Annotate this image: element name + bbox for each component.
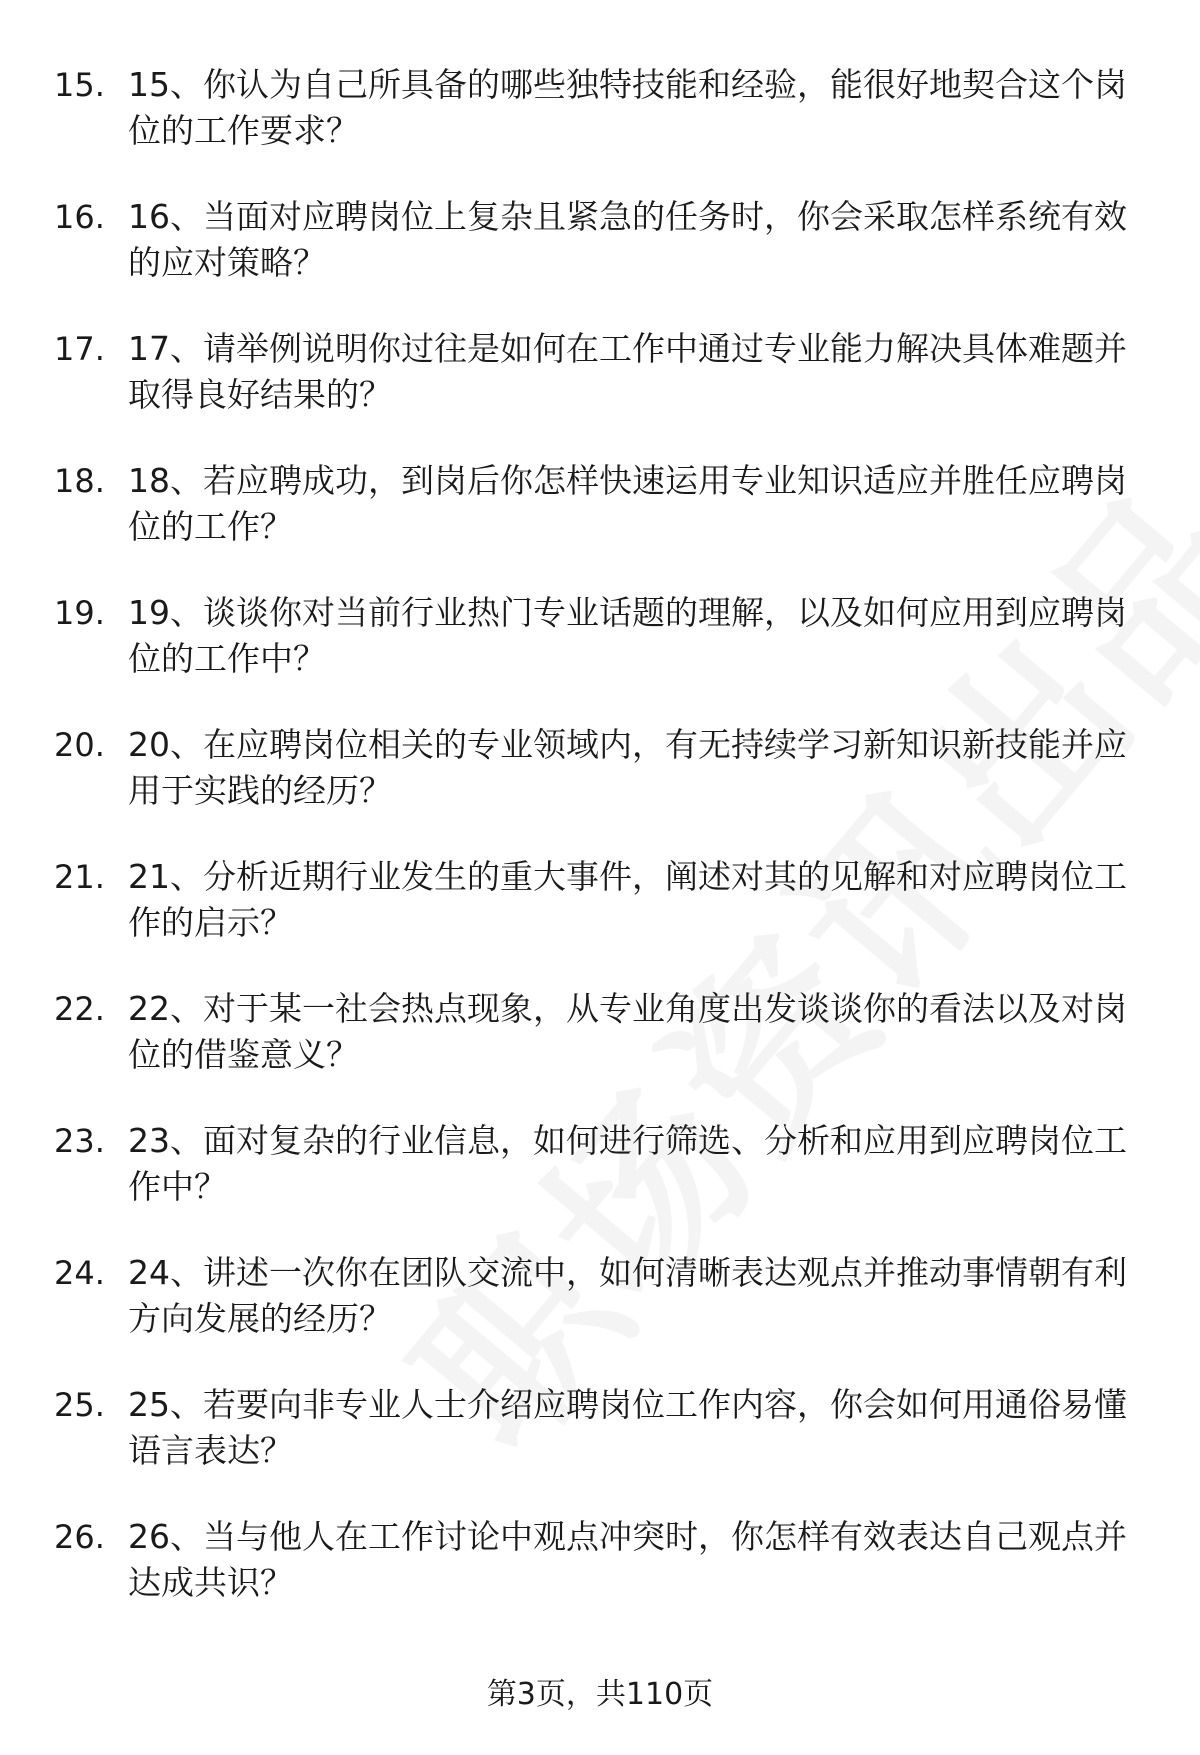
question-number: 15. xyxy=(54,66,105,104)
question-text: 16、当面对应聘岗位上复杂且紧急的任务时，你会采取怎样系统有效的应对策略？ xyxy=(128,197,1127,282)
question-number: 26. xyxy=(54,1518,105,1556)
question-text: 24、讲述一次你在团队交流中，如何清晰表达观点并推动事情朝有利方向发展的经历？ xyxy=(128,1253,1127,1338)
question-text: 15、你认为自己所具备的哪些独特技能和经验，能很好地契合这个岗位的工作要求？ xyxy=(128,65,1127,150)
question-text: 18、若应聘成功，到岗后你怎样快速运用专业知识适应并胜任应聘岗位的工作？ xyxy=(128,461,1127,546)
page-footer xyxy=(0,1675,1200,1715)
question-text: 17、请举例说明你过往是如何在工作中通过专业能力解决具体难题并取得良好结果的？ xyxy=(128,329,1127,414)
question-text: 22、对于某一社会热点现象，从专业角度出发谈谈你的看法以及对岗位的借鉴意义？ xyxy=(128,989,1127,1074)
question-text: 25、若要向非专业人士介绍应聘岗位工作内容，你会如何用通俗易懂语言表达？ xyxy=(128,1385,1127,1470)
question-list xyxy=(0,62,1200,1646)
list-item xyxy=(0,854,1200,986)
list-item xyxy=(0,1250,1200,1382)
question-number: 17. xyxy=(54,330,105,368)
list-item xyxy=(0,326,1200,458)
question-number: 22. xyxy=(54,990,105,1028)
question-number: 24. xyxy=(54,1254,105,1292)
question-number: 20. xyxy=(54,726,105,764)
question-number: 21. xyxy=(54,858,105,896)
list-item xyxy=(0,722,1200,854)
question-number: 23. xyxy=(54,1122,105,1160)
list-item xyxy=(0,194,1200,326)
list-item xyxy=(0,1514,1200,1646)
list-item xyxy=(0,1118,1200,1250)
question-text: 20、在应聘岗位相关的专业领域内，有无持续学习新知识新技能并应用于实践的经历？ xyxy=(128,725,1127,810)
list-item xyxy=(0,986,1200,1118)
question-text: 26、当与他人在工作讨论中观点冲突时，你怎样有效表达自己观点并达成共识？ xyxy=(128,1517,1127,1602)
question-number: 25. xyxy=(54,1386,105,1424)
list-item xyxy=(0,590,1200,722)
question-number: 19. xyxy=(54,594,105,632)
question-number: 16. xyxy=(54,198,105,236)
question-text: 19、谈谈你对当前行业热门专业话题的理解，以及如何应用到应聘岗位的工作中？ xyxy=(128,593,1127,678)
page-number-label: 第3页，共110页 xyxy=(486,1677,714,1712)
list-item xyxy=(0,1382,1200,1514)
question-number: 18. xyxy=(54,462,105,500)
list-item xyxy=(0,458,1200,590)
question-text: 21、分析近期行业发生的重大事件，阐述对其的见解和对应聘岗位工作的启示？ xyxy=(128,857,1127,942)
question-text: 23、面对复杂的行业信息，如何进行筛选、分析和应用到应聘岗位工作中？ xyxy=(128,1121,1127,1206)
list-item xyxy=(0,62,1200,194)
